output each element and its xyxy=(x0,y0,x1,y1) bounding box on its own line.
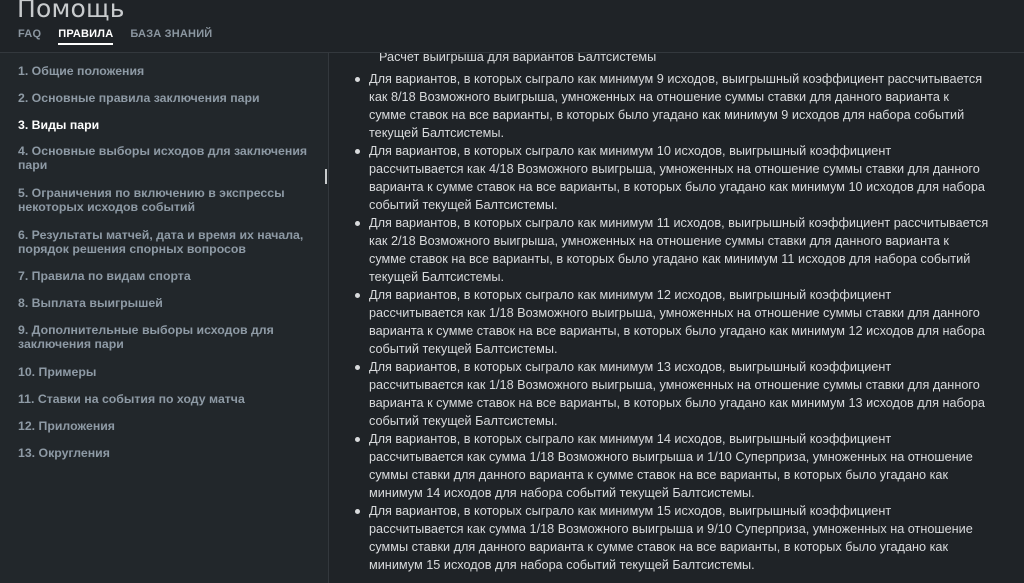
list-item xyxy=(369,286,989,358)
tab-knowledge-base[interactable]: БАЗА ЗНАНИЙ xyxy=(130,28,213,40)
list-item xyxy=(369,502,989,574)
bullet-icon xyxy=(355,149,360,154)
sidebar-item-rounding[interactable]: 13. Округления xyxy=(18,446,110,460)
bullet-icon xyxy=(355,221,360,226)
list-item xyxy=(369,358,989,430)
bullet-icon xyxy=(355,509,360,514)
section-title: Расчет выигрыша для вариантов Балтсистемы xyxy=(379,53,657,64)
rule-text: Для вариантов, в которых сыграло как минимум 9 исходов, выигрышный коэффициент рассчитывается как 8/18 Возможного выигрыша, умноженных на отношение суммы ставки для данного варианта к сумме ставок на все варианты, в которых было угадано как минимум 9 исходов для набора событий текущей Балтсистемы. xyxy=(369,72,983,140)
sidebar-item-main-rules[interactable]: 2. Основные правила заключения пари xyxy=(18,91,260,105)
sidebar-item-general[interactable]: 1. Общие положения xyxy=(18,64,145,78)
sidebar-item-payouts[interactable]: 8. Выплата выигрышей xyxy=(18,296,163,310)
bullet-icon xyxy=(355,293,360,298)
tab-faq[interactable]: FAQ xyxy=(18,28,42,40)
sidebar-item-match-results[interactable]: 6. Результаты матчей, дата и время их начала, порядок решения спорных вопросов xyxy=(18,228,304,256)
list-item xyxy=(369,142,989,214)
sidebar-item-appendices[interactable]: 12. Приложения xyxy=(18,419,115,433)
sidebar-item-extra-outcomes[interactable]: 9. Дополнительные выборы исходов для заключения пари xyxy=(18,323,274,351)
rule-text: Для вариантов, в которых сыграло как минимум 14 исходов, выигрышный коэффициент рассчитывается как сумма 1/18 Возможного выигрыша и 1/10 Суперприза, умноженных на отношение суммы ставки для данного варианта к сумме ставок на все варианты, в которых было угадано как минимум 14 исходов для набора событий текущей Балтсистемы. xyxy=(369,432,973,500)
active-item-marker xyxy=(325,169,327,184)
tab-rules[interactable]: ПРАВИЛА xyxy=(58,28,113,45)
sidebar-item-outcome-choices[interactable]: 4. Основные выборы исходов для заключения пари xyxy=(18,144,308,172)
list-item xyxy=(369,70,989,142)
rule-text: Для вариантов, в которых сыграло как минимум 13 исходов, выигрышный коэффициент рассчитывается как 1/18 Возможного выигрыша, умноженных на отношение суммы ставки для данного варианта к сумме ставок на все варианты, в которых было угадано как минимум 13 исходов для набора событий текущей Балтсистемы. xyxy=(369,360,985,428)
list-item xyxy=(369,430,989,502)
rule-text: Для вариантов, в которых сыграло как минимум 10 исходов, выигрышный коэффициент рассчитывается как 4/18 Возможного выигрыша, умноженных на отношение суммы ставки для данного варианта к сумме ставок на все варианты, в которых было угадано как минимум 10 исходов для набора событий текущей Балтсистемы. xyxy=(369,144,985,212)
rule-text: Для вариантов, в которых сыграло как минимум 12 исходов, выигрышный коэффициент рассчитывается как 1/18 Возможного выигрыша, умноженных на отношение суммы ставки для данного варианта к сумме ставок на все варианты, в которых было угадано как минимум 12 исходов для набора событий текущей Балтсистемы. xyxy=(369,288,985,356)
sidebar-item-express-limits[interactable]: 5. Ограничения по включению в экспрессы некоторых исходов событий xyxy=(18,186,285,214)
list-item xyxy=(369,214,989,286)
page-title: Помощь xyxy=(17,0,125,23)
bullet-icon xyxy=(355,365,360,370)
bullet-icon xyxy=(355,437,360,442)
tab-bar xyxy=(18,28,212,45)
sidebar-item-bet-types[interactable]: 3. Виды пари xyxy=(18,118,100,132)
sidebar-nav xyxy=(0,53,329,583)
rules-list xyxy=(369,70,989,574)
sidebar-item-live-bets[interactable]: 11. Ставки на события по ходу матча xyxy=(18,392,245,406)
sidebar-item-examples[interactable]: 10. Примеры xyxy=(18,365,97,379)
rule-text: Для вариантов, в которых сыграло как минимум 11 исходов, выигрышный коэффициент рассчитывается как 2/18 Возможного выигрыша, умноженных на отношение суммы ставки для данного варианта к сумме ставок на все варианты, в которых было угадано как минимум 11 исходов для набора событий текущей Балтсистемы. xyxy=(369,216,989,284)
page-header xyxy=(0,0,1024,53)
sidebar-item-sport-rules[interactable]: 7. Правила по видам спорта xyxy=(18,269,191,283)
rule-text: Для вариантов, в которых сыграло как минимум 15 исходов, выигрышный коэффициент рассчитывается как сумма 1/18 Возможного выигрыша и 9/10 Суперприза, умноженных на отношение суммы ставки для данного варианта к сумме ставок на все варианты, в которых было угадано как минимум 15 исходов для набора событий текущей Балтсистемы. xyxy=(369,504,973,572)
bullet-icon xyxy=(355,77,360,82)
main-content xyxy=(329,53,1024,583)
